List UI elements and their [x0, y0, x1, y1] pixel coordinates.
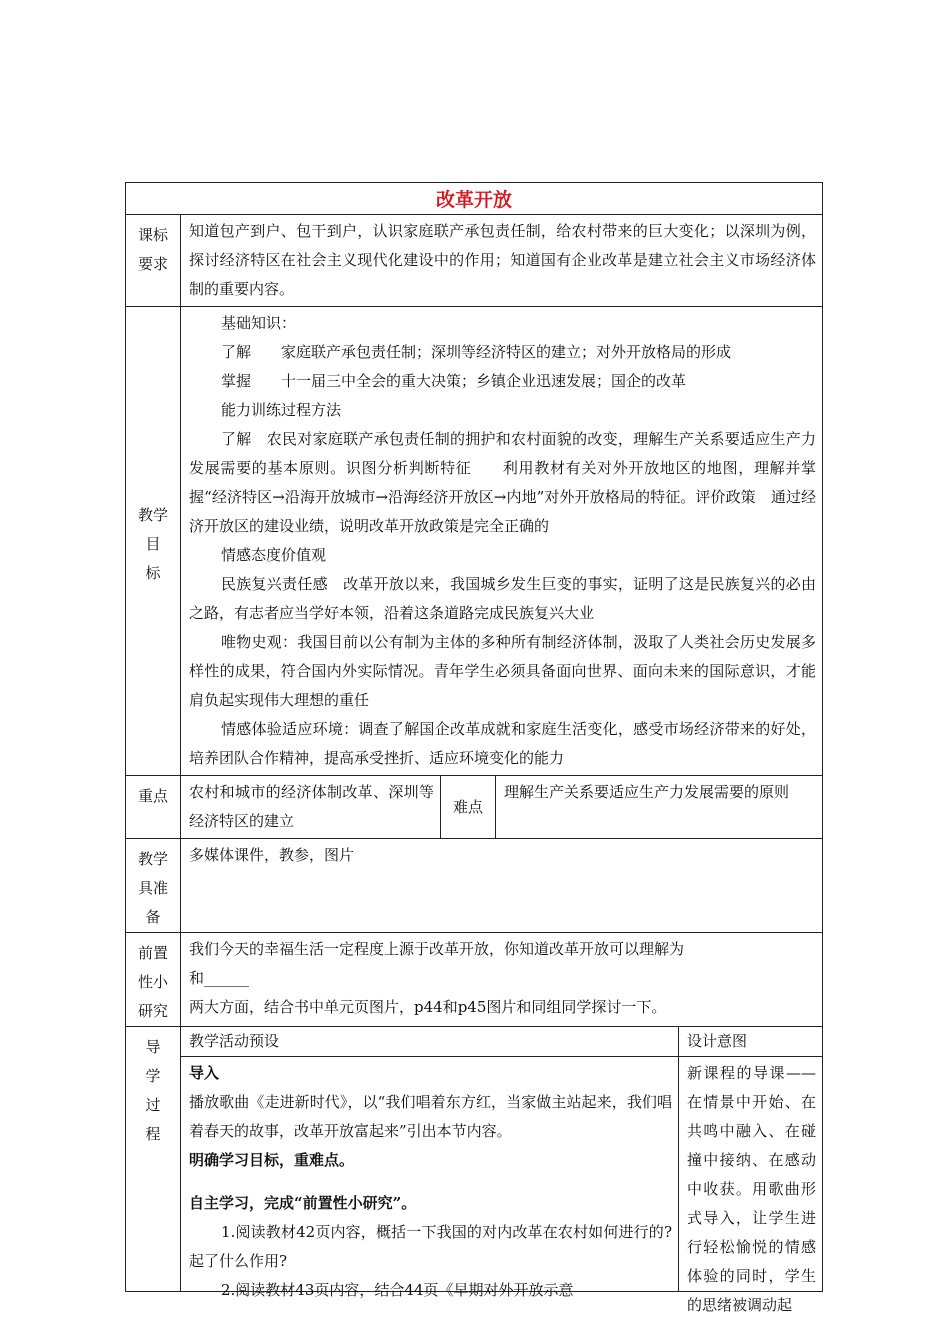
preview-row [126, 933, 823, 1027]
emotion-text-2: 唯物史观：我国目前以公有制为主体的多种所有制经济体制，汲取了人类社会历史发展多样性的成果，符合国内外实际情况。青年学生必须具备面向世界、面向未来的国际意识，才能肩负起实现伟大理想的重任 [189, 633, 817, 709]
difficulty-label: 难点 [441, 776, 496, 839]
question-2: 2.阅读教材43页内容，结合44页《早期对外开放示意 [221, 1281, 574, 1299]
curriculum-row [126, 215, 823, 307]
emotion-text-3: 情感体验适应环境：调查了解国企改革成就和家庭生活变化，感受市场经济带来的好处，培养团队合作精神，提高承受挫折、适应环境变化的能力 [189, 720, 817, 767]
process-label: 导 学 过 程 [126, 1027, 181, 1292]
objectives-label: 教学 目 标 [126, 307, 181, 776]
intro-heading: 导入 [189, 1064, 220, 1082]
activity-content [181, 1057, 679, 1299]
preview-line-3: 两大方面，结合书中单元页图片，p44和p45图片和同组同学探讨一下。 [189, 998, 667, 1016]
preview-content [181, 933, 823, 1027]
emotion-heading: 情感态度价值观 [221, 546, 327, 564]
self-study-heading: 自主学习，完成“前置性小研究”。 [189, 1194, 417, 1212]
materials-label: 教学 具准 备 [126, 839, 181, 933]
curriculum-text: 知道包产到户、包干到户，认识家庭联产承包责任制，给农村带来的巨大变化；以深圳为例，探讨经济特区在社会主义现代化建设中的作用；知道国有企业改革是建立社会主义市场经济体制的重要内容。 [181, 215, 823, 307]
curriculum-label: 课标 要求 [126, 215, 181, 307]
objectives-row [126, 307, 823, 776]
activity-header: 教学活动预设 [181, 1027, 679, 1057]
preview-line-2: 和______ [189, 969, 250, 987]
difficulty-text: 理解生产关系要适应生产力发展需要的原则 [496, 776, 823, 839]
preview-label: 前置 性小 研究 [126, 933, 181, 1027]
basic-knowledge-heading: 基础知识： [221, 314, 297, 332]
understand-line: 了解 家庭联产承包责任制；深圳等经济特区的建立；对外开放格局的形成 [221, 343, 732, 361]
goal-heading: 明确学习目标，重难点。 [189, 1151, 355, 1169]
ability-heading: 能力训练过程方法 [221, 401, 342, 419]
ability-text: 了解 农民对家庭联产承包责任制的拥护和农村面貌的改变，理解生产关系要适应生产力发展需要的基本原则。识图分析判断特征 利用教材有关对外开放地区的地图，理解并掌握“经济特区→沿海开放城市→沿海经济开放区→内地”对外开放格局的特征。评价政策 通过经济开放区的建设业绩，说明改革开放政策是完全正确的 [189, 430, 817, 535]
materials-row [126, 839, 823, 933]
title-row [126, 183, 823, 215]
question-1: 1.阅读教材42页内容，概括一下我国的对内改革在农村如何进行的?起了什么作用? [189, 1223, 672, 1270]
intro-text: 播放歌曲《走进新时代》，以“我们唱着东方红，当家做主站起来，我们唱着春天的故事，改革开放富起来”引出本节内容。 [189, 1093, 672, 1140]
master-line: 掌握 十一届三中全会的重大决策；乡镇企业迅速发展；国企的改革 [221, 372, 687, 390]
process-content-row [126, 1057, 823, 1292]
emotion-text-1: 民族复兴责任感 改革开放以来，我国城乡发生巨变的事实，证明了这是民族复兴的必由之路，有志者应当学好本领，沿着这条道路完成民族复兴大业 [189, 575, 817, 622]
design-text: 新课程的导课——在情景中开始、在共鸣中融入、在碰撞中接纳、在感动中收获。用歌曲形式导入，让学生进行轻松愉悦的情感体验的同时，学生的思绪被调动起 [687, 1064, 817, 1314]
key-points-text: 农村和城市的经济体制改革、深圳等经济特区的建立 [181, 776, 441, 839]
key-points-label: 重点 [126, 776, 181, 839]
spacer [189, 1175, 672, 1189]
preview-line-1: 我们今天的幸福生活一定程度上源于改革开放，你知道改革开放可以理解为 [189, 940, 685, 958]
page-title: 改革开放 [126, 183, 823, 215]
design-header: 设计意图 [679, 1027, 823, 1057]
objectives-content [181, 307, 823, 776]
key-points-row [126, 776, 823, 839]
process-header-row [126, 1027, 823, 1057]
lesson-plan-table [125, 182, 823, 1314]
design-content [679, 1057, 823, 1314]
materials-text: 多媒体课件，教参，图片 [181, 839, 823, 933]
